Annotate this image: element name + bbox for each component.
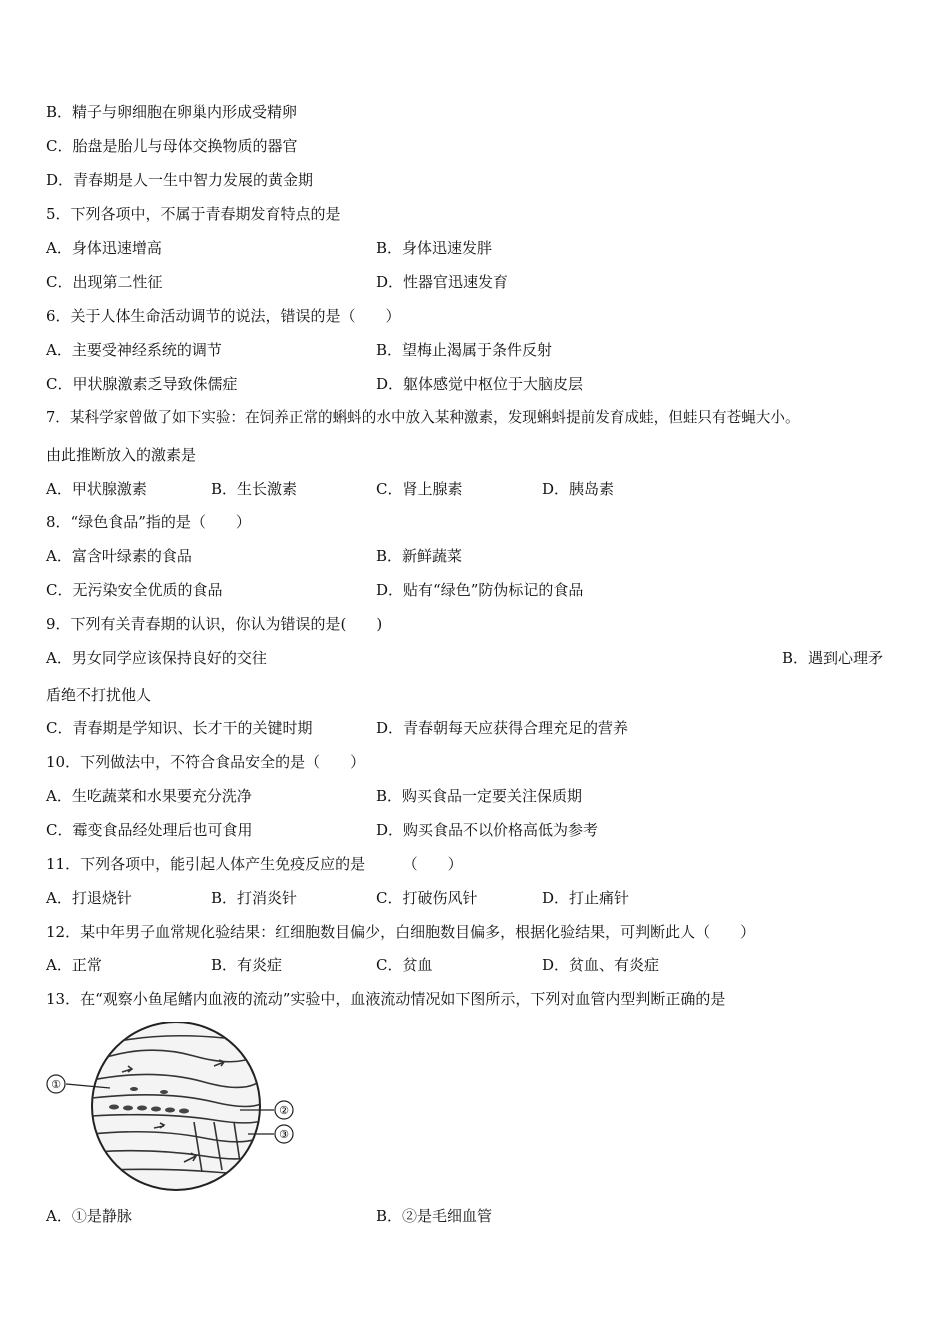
q7-stem-line1: 7．某科学家曾做了如下实验：在饲养正常的蝌蚪的水中放入某种激素，发现蝌蚪提前发育成蛙，但蛙只有苍蝇大小。 — [46, 409, 800, 426]
q12-option-d: D．贫血、有炎症 — [542, 956, 660, 974]
q8-option-a: A．富含叶绿素的食品 — [46, 547, 192, 565]
q12-option-a: A．正常 — [46, 956, 102, 974]
q7-option-a: A．甲状腺激素 — [46, 480, 147, 498]
q13-option-a: A．①是静脉 — [46, 1207, 132, 1225]
q9-option-b-part1: B．遇到心理矛 — [782, 649, 884, 667]
q10-stem: 10．下列做法中，不符合食品安全的是（ ） — [46, 753, 366, 771]
q8-stem: 8．“绿色食品”指的是（ ） — [46, 513, 251, 531]
label-2: ② — [279, 1104, 289, 1117]
q9-option-a: A．男女同学应该保持良好的交往 — [46, 649, 267, 667]
q10-option-a: A．生吃蔬菜和水果要充分洗净 — [46, 787, 252, 805]
q4-option-b: B．精子与卵细胞在卵巢内形成受精卵 — [46, 103, 298, 121]
q10-option-b: B．购买食品一定要关注保质期 — [376, 787, 583, 805]
q12-option-b: B．有炎症 — [211, 956, 283, 974]
q11-option-c: C．打破伤风针 — [376, 889, 478, 907]
q8-option-b: B．新鲜蔬菜 — [376, 547, 463, 565]
q11-option-d: D．打止痛针 — [542, 889, 630, 907]
q5-option-a: A．身体迅速增高 — [46, 239, 162, 257]
q11-option-b: B．打消炎针 — [211, 889, 298, 907]
q5-option-c: C．出现第二性征 — [46, 273, 163, 291]
q9-stem: 9．下列有关青春期的认识，你认为错误的是( ) — [46, 615, 383, 633]
q11-option-a: A．打退烧针 — [46, 889, 132, 907]
q13-option-b: B．②是毛细血管 — [376, 1207, 493, 1225]
q12-stem: 12．某中年男子血常规化验结果：红细胞数目偏少，白细胞数目偏多，根据化验结果，可判断此人（ ） — [46, 923, 756, 941]
q5-option-b: B．身体迅速发胖 — [376, 239, 493, 257]
q6-option-d: D．躯体感觉中枢位于大脑皮层 — [376, 375, 584, 393]
q6-option-b: B．望梅止渴属于条件反射 — [376, 341, 553, 359]
q7-stem-line2: 由此推断放入的激素是 — [46, 446, 197, 464]
fish-tail-blood-flow-figure — [44, 1022, 304, 1192]
q10-option-d: D．购买食品不以价格高低为参考 — [376, 821, 599, 839]
blood-vessel-diagram — [44, 1022, 304, 1192]
q10-option-c: C．霉变食品经处理后也可食用 — [46, 821, 253, 839]
q6-stem: 6．关于人体生命活动调节的说法，错误的是（ ） — [46, 307, 401, 325]
q9-option-d: D．青春朝每天应获得合理充足的营养 — [376, 719, 629, 737]
q7-option-d: D．胰岛素 — [542, 480, 615, 498]
q7-option-b: B．生长激素 — [211, 480, 298, 498]
q4-option-d: D．青春期是人一生中智力发展的黄金期 — [46, 171, 314, 189]
q6-option-a: A．主要受神经系统的调节 — [46, 341, 222, 359]
q9-option-b-part2: 盾绝不打扰他人 — [46, 686, 152, 704]
q4-option-c: C．胎盘是胎儿与母体交换物质的器官 — [46, 137, 298, 155]
q12-option-c: C．贫血 — [376, 956, 433, 974]
label-1: ① — [51, 1078, 61, 1091]
q8-option-d: D．贴有“绿色”防伪标记的食品 — [376, 581, 584, 599]
q8-option-c: C．无污染安全优质的食品 — [46, 581, 223, 599]
q5-stem: 5．下列各项中，不属于青春期发育特点的是 — [46, 205, 341, 223]
q5-option-d: D．性器官迅速发育 — [376, 273, 509, 291]
label-3: ③ — [279, 1128, 289, 1141]
q11-stem: 11．下列各项中，能引起人体产生免疫反应的是 （ ） — [46, 855, 463, 873]
q6-option-c: C．甲状腺激素乏导致侏儒症 — [46, 375, 238, 393]
q9-option-c: C．青春期是学知识、长才干的关键时期 — [46, 719, 313, 737]
q7-option-c: C．肾上腺素 — [376, 480, 463, 498]
q13-stem: 13．在“观察小鱼尾鳍内血液的流动”实验中，血液流动情况如下图所示，下列对血管内型判断正确的是 — [46, 990, 726, 1008]
